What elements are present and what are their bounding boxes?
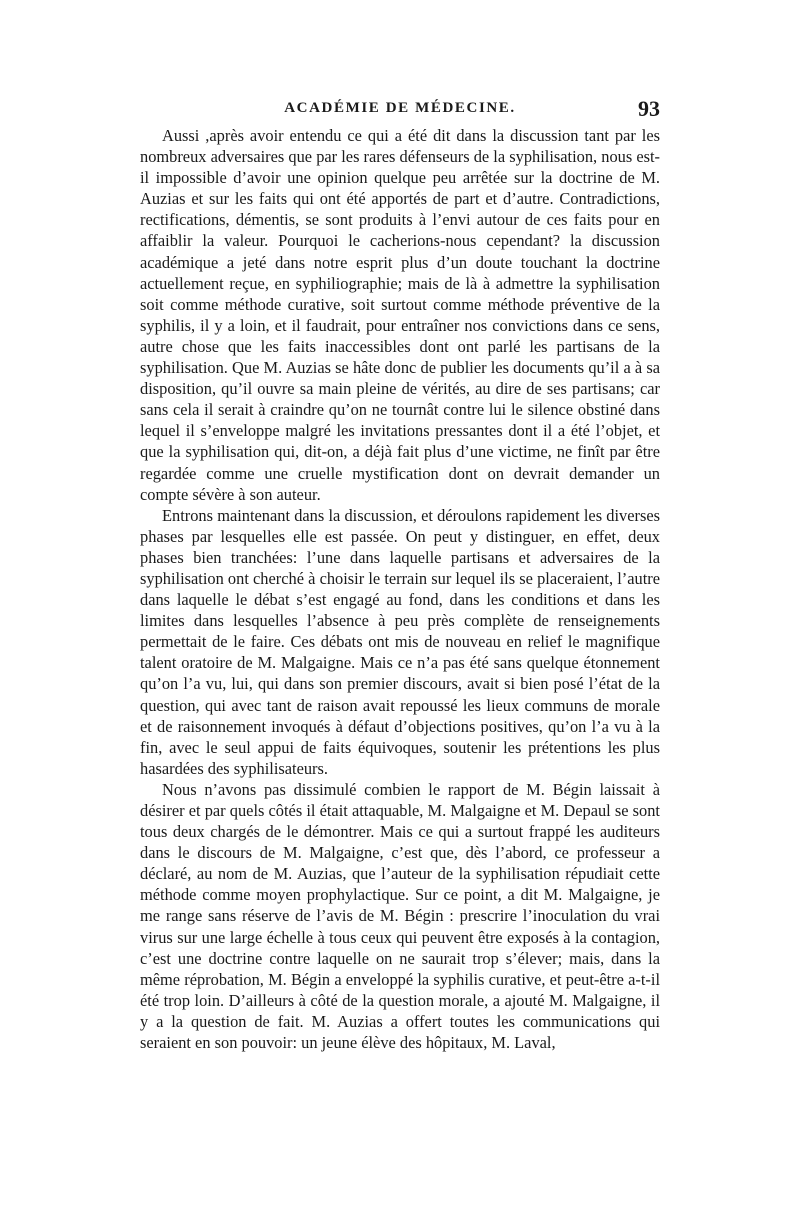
running-head xyxy=(140,98,660,124)
running-title: ACADÉMIE DE MÉDECINE. xyxy=(284,100,516,116)
text-body xyxy=(140,125,660,1053)
paragraph-3: Nous n’avons pas dissimulé combien le rapport de M. Bégin laissait à désirer et par quels côtés il était attaquable, M. Malgaigne et M. Depaul se sont tous deux chargés de le démontrer. Mais ce qui a surtout frappé les auditeurs dans le discours de M. Malgaigne, c’est que, dès l’abord, ce professeur a déclaré, au nom de M. Auzias, que l’auteur de la syphilisation répudiait cette méthode comme moyen prophylactique. Sur ce point, a dit M. Malgaigne, je me range sans réserve de l’avis de M. Bégin : prescrire l’inoculation du vrai virus sur une large échelle à tous ceux qui peuvent être exposés à la contagion, c’est une doctrine contre laquelle on ne saurait trop s’élever; mais, dans la même réprobation, M. Bégin a enveloppé la syphilis curative, et peut-être a-t-il été trop loin. D’ailleurs à côté de la question morale, a ajouté M. Malgaigne, il y a la question de fait. M. Auzias a offert toutes les communications qui seraient en son pouvoir: un jeune élève des hôpitaux, M. Laval, xyxy=(140,779,660,1053)
paragraph-1: Aussi ,après avoir entendu ce qui a été dit dans la discussion tant par les nombreux adversaires que par les rares défenseurs de la syphilisation, nous est-il impossible d’avoir une opinion quelque peu arrêtée sur la doctrine de M. Auzias et sur les faits qui ont été apportés de part et d’autre. Contradictions, rectifications, démentis, se sont produits à l’envi autour de ces faits pour en affaiblir la valeur. Pourquoi le cacherions-nous cependant? la discussion académique a jeté dans notre esprit plus d’un doute touchant la doctrine actuellement reçue, en syphiliographie; mais de là à admettre la syphilisation soit comme méthode curative, soit surtout comme méthode préventive de la syphilis, il y a loin, et il faudrait, pour entraîner nos convictions dans ce sens, autre chose que les faits inaccessibles dont ont parlé les partisans de la syphilisation. Que M. Auzias se hâte donc de publier les documents qu’il a à sa disposition, qu’il ouvre sa main pleine de vérités, au dire de ses partisans; car sans cela il serait à craindre qu’on ne tournât contre lui le silence obstiné dans lequel il s’enveloppe malgré les invitations pressantes dont il a été l’objet, et que la syphilisation qui, dit-on, a déjà fait plus d’une victime, ne finît par être regardée comme une cruelle mystification dont on devrait demander un compte sévère à son auteur. xyxy=(140,126,660,504)
paragraph-2: Entrons maintenant dans la discussion, et déroulons rapidement les diverses phases par lesquelles elle est passée. On peut y distinguer, en effet, deux phases bien tranchées: l’une dans laquelle partisans et adversaires de la syphilisation ont cherché à choisir le terrain sur lequel ils se placeraient, l’autre dans laquelle le débat s’est engagé au fond, dans les conditions et dans les limites dans lesquelles l’absence à peu près complète de renseignements permettait de le faire. Ces débats ont mis de nouveau en relief le magnifique talent oratoire de M. Malgaigne. Mais ce n’a pas été sans quelque étonnement qu’on l’a vu, lui, qui dans son premier discours, avait si bien posé l’état de la question, qui avec tant de raison avait repoussé les lieux communs de morale et de raisonnement invoqués à défaut d’objections positives, qu’on l’a vu à la fin, avec le seul appui de faits équivoques, soutenir les prétentions les plus hasardées des syphilisateurs. xyxy=(140,505,660,778)
page-number: 93 xyxy=(638,96,660,121)
